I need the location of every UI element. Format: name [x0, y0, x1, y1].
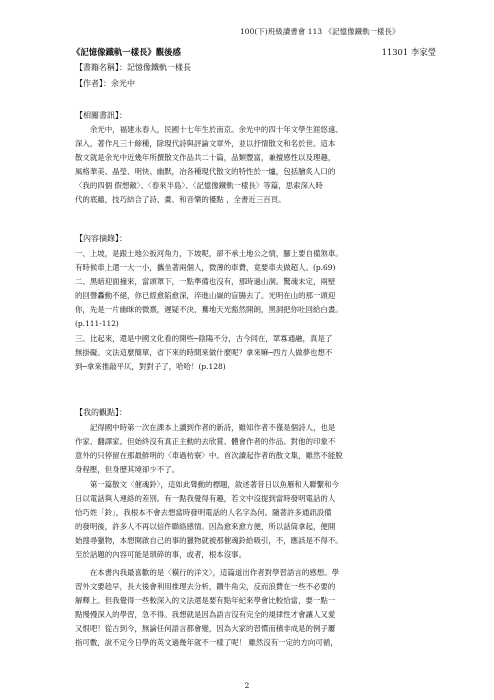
- text-line: 解釋上。但我覺得一些較深入的文法還是要有點年紀來學會比較恰當，要一點一: [75, 596, 336, 606]
- text-line: 始搜尋獵物，本想開啟自己的事的獵物就被那催魂鈴給吸引，不，應該是不得不。: [75, 536, 343, 546]
- text-line: 第一篇散文〈催魂鈴〉，這如此聳動的標題，敘述著昔日以魚雁和人聯繫和今: [75, 480, 340, 489]
- text-line: 到─拿來推敲平仄，對對子了，哈哈！(p.128): [75, 361, 226, 371]
- text-line: 又恨吧！從古到今，無論任何語言都會變，因為大家的習慣而積非成是的例子屢: [75, 624, 336, 634]
- text-line: 作家、翻譯家。但始終沒有真正主動的去欣賞、體會作者的作品。對他的印象不: [75, 437, 336, 447]
- text-line: 〈我的四個 假想敵〉、〈春來半島〉、〈記憶像鐵軌一樣長〉等篇，思索深入時: [75, 181, 323, 191]
- text-line: 三、比起來，還是中國文化看的開些─陰陽不分，古今同在，眾寡通融，真是了: [75, 333, 333, 343]
- student-id-name: 11301 李家瑩: [381, 47, 436, 57]
- text-line: 代的底蘊，技巧結合了詩、畫、和音樂的優點 ，全書近三百頁。: [75, 195, 286, 205]
- author-field: 【作者】：余光中: [75, 79, 135, 88]
- opinion-paragraph-3: [75, 566, 339, 651]
- text-line: 深入，著作凡三十餘種，除現代詩與評論文章外，並以抒情散文和名於世。這本: [75, 139, 336, 149]
- text-line: 風格華美、晶瑩、明快、幽默，冶各種現代散文的特性於一爐，包括膾炙人口的: [75, 167, 336, 177]
- text-line: 的發明後，許多人不再以信件聯絡感情。因為愈來愈方便，所以話筒拿起，便開: [75, 522, 336, 532]
- page-number: 2: [244, 681, 250, 690]
- text-line: 散文就是余光中近幾年所撰散文作品共二十篇，品類豐富，兼擅感性以及理趣，: [75, 153, 336, 163]
- excerpts-block: [75, 247, 343, 374]
- text-line: 點慢慢深入的學習，急不得。我想就是因為語言沒有完全的規律性才會讓人又愛: [75, 610, 336, 620]
- text-line: 二、黑暗迎面撞來，當頭罩下，一點準備也沒有，那時過山洞。驚魂未定，兩壁: [75, 277, 336, 287]
- text-line: 余光中，福建永春人，民國十七年生於南京。余光中的四十年文學生涯悠遠、: [75, 125, 343, 134]
- excerpts-heading: 【內容摘錄】：: [75, 234, 127, 243]
- text-line: 身程壓，但身歷其境卻少不了。: [75, 465, 180, 475]
- opinion-heading: 【我的觀點】：: [75, 408, 127, 417]
- text-line: 在本書內我最喜歡的是〈橫行的洋文〉，這篇道出作者對學習語言的感想。學: [75, 568, 340, 577]
- text-line: 你，先是一片幽昧的微熹，遲疑不決，驀地天光豁然開朗，黑洞把你吐回給白晝。: [75, 305, 343, 315]
- text-line: 指可數，說不定今日學的英文過幾年就不一樣了呢！ 雖然沒有一定的方向可循，: [75, 638, 338, 648]
- document-title: 《記憶像鐵軌一樣長》觀後感: [72, 47, 181, 57]
- opinion-paragraph-1: [75, 421, 343, 477]
- text-line: 的回聲轟動不絕，你已經愈陷愈深，淬進山嶽的盲腸去了。光明在山的那一頭迎: [75, 291, 336, 301]
- text-line: 意外的只停留在那最鮮明的〈車過枋寮〉中。首次讀起作者的散文集，雖然不能脫: [75, 451, 343, 461]
- opinion-paragraph-2: [75, 478, 343, 563]
- background-paragraph: [75, 123, 343, 208]
- text-line: 至於話題的內容可能是瑣碎的事，或者，根本沒事。: [75, 550, 247, 560]
- text-line: 一、上坡，是跟土地公扳河角力，下坡呢，卻不承土地公之情，腳上要自備煞車。: [75, 249, 343, 258]
- text-line: 習外文要趁早，長大後會利用推理去分析，鑽牛角尖，反而浪費在一些不必要的: [75, 582, 336, 592]
- text-line: 有時候車上還一大一小，攜坐著兩個人，微薄的車費，竟要車夫做超人。(p.69): [75, 263, 336, 273]
- background-heading: 【相關書訊】：: [75, 111, 127, 120]
- text-line: 無掛礙。文法這麼簡單，省下來的時間來做什麼呢？拿來嘛─西方人做夢也想不: [75, 347, 333, 357]
- running-header: 100(下)班級讀書會 113 《記憶像鐵軌一樣長》: [240, 27, 400, 36]
- text-line: 恰巧姓「鈴」，我根本不會去想當時發明電話的人名字為何。隨著許多通訊設備: [75, 508, 332, 518]
- text-line: 日以電話與人連絡的差別。有一點我覺得有趣，若文中沒提到當時發明電話的人: [75, 494, 336, 504]
- text-line: (p.111-112): [75, 319, 119, 329]
- book-name-field: 【書籍名稱】：記憶像鐵軌一樣長: [75, 63, 191, 72]
- text-line: 記得國中時第一次在課本上讀到作者的新詩，雖知作者不僅是個詩人，也是: [75, 423, 336, 432]
